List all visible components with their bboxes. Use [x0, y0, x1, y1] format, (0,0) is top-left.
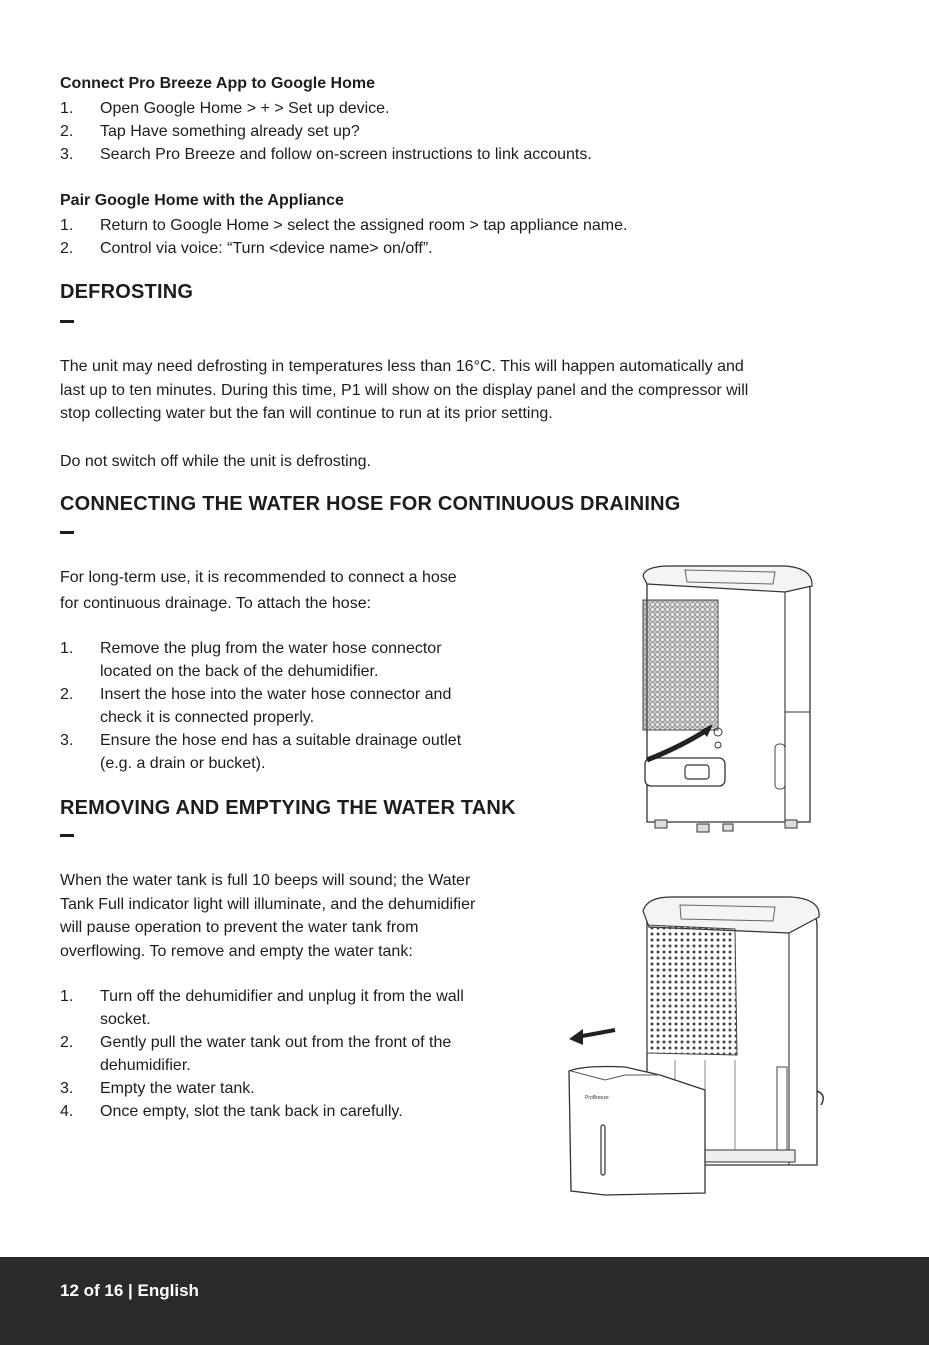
step-text-line: (e.g. a drain or bucket).	[100, 755, 266, 772]
step-text-line: Ensure the hose end has a suitable drainage outlet	[100, 732, 462, 749]
paragraph-line: The unit may need defrosting in temperatures less than 16°C. This will happen automatically and	[60, 358, 744, 375]
step-text-line: check it is connected properly.	[100, 709, 315, 726]
step-text: Tap Have something already set up?	[100, 123, 360, 140]
step-number: 3.	[60, 1080, 74, 1097]
step-text-line: Insert the hose into the water hose connector and	[100, 686, 452, 703]
tank-steps	[60, 985, 560, 1130]
heading-dash	[60, 320, 74, 323]
list-item	[60, 214, 880, 237]
heading-dash	[60, 531, 74, 534]
list-item	[60, 1100, 560, 1123]
tank-intro	[60, 869, 560, 963]
step-number: 1.	[60, 217, 74, 234]
step-number: 1.	[60, 988, 74, 1005]
step-number: 1.	[60, 640, 74, 657]
list-item	[60, 637, 560, 683]
hose-heading: CONNECTING THE WATER HOSE FOR CONTINUOUS DRAINING	[60, 493, 681, 515]
defrosting-note: Do not switch off while the unit is defrosting.	[60, 453, 371, 470]
paragraph-line: for continuous drainage. To attach the hose:	[60, 595, 372, 612]
step-number: 2.	[60, 686, 74, 703]
pair-heading: Pair Google Home with the Appliance	[60, 192, 344, 209]
step-text-line: dehumidifier.	[100, 1057, 191, 1074]
list-item	[60, 143, 880, 166]
google-home-heading: Connect Pro Breeze App to Google Home	[60, 75, 375, 92]
list-item	[60, 1031, 560, 1077]
paragraph-line: Tank Full indicator light will illuminate, and the dehumidifier	[60, 895, 476, 913]
step-text: Control via voice: “Turn <device name> on/off”.	[100, 240, 433, 257]
paragraph-line: For long-term use, it is recommended to connect a hose	[60, 569, 457, 586]
step-number: 1.	[60, 100, 74, 117]
paragraph-line: overflowing. To remove and empty the water tank:	[60, 942, 413, 960]
step-text-line: Remove the plug from the water hose connector	[100, 640, 442, 657]
step-text: Open Google Home > + > Set up device.	[100, 100, 390, 117]
paragraph-line: will pause operation to prevent the water tank from	[60, 919, 419, 936]
list-item	[60, 729, 560, 775]
tank-heading: REMOVING AND EMPTYING THE WATER TANK	[60, 797, 516, 819]
step-number: 3.	[60, 146, 74, 163]
step-text-line: located on the back of the dehumidifier.	[100, 663, 379, 680]
step-number: 2.	[60, 1034, 74, 1051]
step-number: 4.	[60, 1103, 74, 1120]
step-text: Return to Google Home > select the assigned room > tap appliance name.	[100, 217, 628, 234]
defrosting-heading: DEFROSTING	[60, 281, 194, 303]
step-number: 3.	[60, 732, 74, 749]
step-text-line: Empty the water tank.	[100, 1080, 255, 1097]
paragraph-line: stop collecting water but the fan will continue to run at its prior setting.	[60, 405, 553, 422]
paragraph-line: When the water tank is full 10 beeps will sound; the Water	[60, 872, 471, 889]
list-item	[60, 985, 560, 1031]
hose-intro	[60, 565, 560, 617]
heading-dash	[60, 834, 74, 837]
list-item	[60, 237, 880, 260]
dehumidifier-tank-illustration	[565, 895, 830, 1205]
step-text-line: Once empty, slot the tank back in carefully.	[100, 1103, 403, 1120]
step-number: 2.	[60, 123, 74, 140]
list-item	[60, 1077, 560, 1100]
tank-brand-label: ProBreeze	[585, 1095, 609, 1101]
step-text-line: socket.	[100, 1011, 151, 1028]
dehumidifier-hose-illustration	[625, 562, 820, 842]
page-footer	[0, 1257, 929, 1345]
step-text: Search Pro Breeze and follow on-screen instructions to link accounts.	[100, 146, 592, 163]
google-home-steps	[60, 97, 880, 167]
page-number-label: 12 of 16 | English	[60, 1281, 199, 1300]
step-text-line: Turn off the dehumidifier and unplug it from the wall	[100, 988, 464, 1005]
list-item	[60, 683, 560, 729]
step-text-line: Gently pull the water tank out from the front of the	[100, 1034, 452, 1051]
list-item	[60, 97, 880, 120]
defrosting-paragraph	[60, 355, 890, 426]
pair-steps	[60, 214, 880, 260]
step-number: 2.	[60, 240, 74, 257]
paragraph-line: last up to ten minutes. During this time, P1 will show on the display panel and the compressor will	[60, 381, 749, 399]
hose-steps	[60, 637, 560, 777]
list-item	[60, 120, 880, 143]
